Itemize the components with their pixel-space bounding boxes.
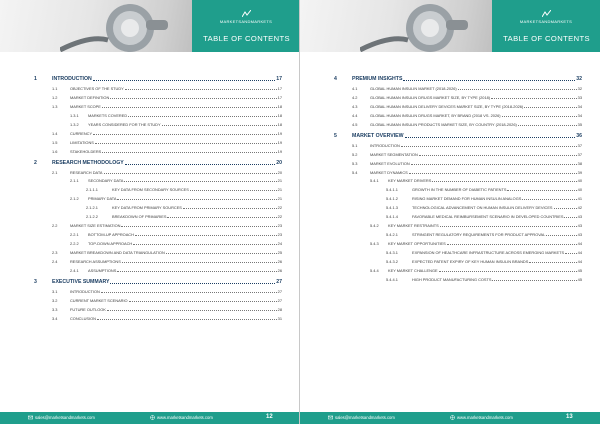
toc-entry-page: 44 [577,241,582,247]
toc-leader-dots [102,152,276,153]
toc-leader-dots [162,125,277,126]
brand-logo [208,10,284,24]
toc-leader-dots [121,226,276,227]
toc-entry[interactable] [352,158,582,166]
globe-icon [450,415,455,420]
toc-entry-title: MARKET EVOLUTION [370,160,410,166]
brand-logo [508,10,584,24]
toc-entry-title: ASSUMPTIONS [88,267,117,273]
toc-leader-dots [419,155,577,156]
toc-entry-number: 1.3 [52,103,58,109]
toc-entry[interactable] [52,137,282,145]
toc-entry[interactable] [386,184,582,192]
toc-leader-dots [122,262,277,263]
toc-entry-page: 18 [277,112,282,118]
toc-entry-number: 2.1.1.1 [86,187,98,193]
toc-entry-page: 24 [277,241,282,247]
toc-entry-page: 25 [277,250,282,256]
toc-entry-title: MARKETS COVERED [88,112,128,118]
logo-text: MARKETSANDMARKETS [519,19,573,24]
footer-email[interactable]: sales@marketsandmarkets.com [335,415,395,420]
toc-entry-page: 34 [577,112,582,118]
toc-entry-title: PRIMARY DATA [88,196,117,202]
toc-leader-dots [104,173,277,174]
toc-entry-page: 44 [577,259,582,264]
stethoscope-image [60,0,170,52]
toc-entry-number: 2.1.2 [70,196,79,202]
toc-entry-number: 5.1 [352,142,358,148]
toc-leader-dots [97,319,277,320]
toc-entry[interactable] [52,313,282,321]
toc-entry-title: YEARS CONSIDERED FOR THE STUDY [88,121,161,127]
toc-leader-dots [405,137,576,138]
toc-entry-page: 38 [577,160,582,166]
toc-entry[interactable] [52,101,282,109]
page-title: TABLE OF CONTENTS [203,34,290,43]
toc-entry[interactable] [352,83,582,91]
toc-entry-page: 21 [277,187,282,193]
toc-leader-dots [522,199,576,200]
toc-entry-title: MARKET DEFINITION [70,94,110,100]
toc-entry[interactable] [52,220,282,228]
toc-entry-number: 2.2.1 [70,232,79,238]
toc-entry-title: LIMITATIONS [70,139,94,145]
page-footer [0,412,300,424]
toc-entry[interactable] [52,286,282,294]
toc-entry-page: 18 [277,103,282,109]
toc-entry-title: KEY DATA FROM SECONDARY SOURCES [112,187,189,193]
toc-entry-page: 32 [577,85,582,91]
toc-leader-dots [124,181,276,182]
toc-entry[interactable] [52,83,282,91]
toc-leader-dots [117,199,276,200]
toc-entry[interactable] [386,274,582,282]
toc-leader-dots [166,253,277,254]
toc-entry[interactable] [52,295,282,303]
toc-leader-dots [125,89,277,90]
toc-entry[interactable] [352,149,582,157]
toc-entry-number: 2.1.1 [70,178,79,184]
toc-leader-dots [128,116,277,117]
toc-entry[interactable] [370,238,582,246]
toc-entry[interactable] [70,119,282,127]
toc-entry-page: 23 [277,223,282,229]
toc-entry-title: FUTURE OUTLOOK [70,306,106,312]
toc-leader-dots [401,146,577,147]
toc-entry[interactable] [52,304,282,312]
toc-entry-page: 31 [277,315,282,321]
toc-entry[interactable] [70,265,282,273]
toc-leader-dots [409,173,577,174]
toc-leader-dots [564,217,576,218]
logo-text: MARKETSANDMARKETS [219,19,273,24]
toc-entry-page: 20 [277,169,282,175]
toc-entry-number: 5.4.3.2 [386,259,398,264]
toc-entry-page: 27 [277,288,282,294]
toc-entry-page: 21 [277,178,282,184]
toc-entry-title: CURRENT MARKET SCENARIO [70,297,128,303]
toc-entry-number: 1 [34,76,37,82]
toc-entry-number: 5.4.1 [370,178,379,184]
toc-entry-title: BOTTOM-UP APPROACH [88,232,134,238]
header-banner [0,0,300,52]
toc-entry-page: 18 [277,121,282,127]
toc-entry-number: 2.2 [52,223,58,229]
toc-entry-page: 42 [577,205,582,211]
header-accent-band [492,0,600,52]
toc-entry-title: KEY MARKET RESTRAINTS [388,223,439,229]
toc-entry-title: GLOBAL HUMAN INSULIN DELIVERY DEVICES MARKET SIZE, BY TYPE (2018-2026) [370,103,524,109]
toc-entry-page: 28 [277,306,282,312]
toc-entry[interactable] [370,175,582,183]
toc-entry-number: 1.5 [52,139,58,145]
header-accent-band [192,0,300,52]
toc-entry-page: 19 [277,148,282,154]
toc-leader-dots [133,244,276,245]
toc-entry-number: 5.4.3.1 [386,250,398,256]
toc-entry-page: 17 [277,85,282,91]
toc-leader-dots [93,80,275,81]
stethoscope-image [360,0,470,52]
toc-entry-page: 36 [576,132,582,139]
toc-entry-number: 1.3.1 [70,112,79,118]
toc-entry[interactable] [52,128,282,136]
toc-entry-page: 22 [277,205,282,211]
toc-entry-page: 43 [577,223,582,229]
toc-entry[interactable] [352,110,582,118]
toc-leader-dots [524,107,576,108]
toc-entry-page: 17 [276,76,282,82]
footer-website[interactable]: www.marketsandmarkets.com [157,415,213,420]
toc-entry-number: 2.1.2.1 [86,205,98,211]
toc-entry[interactable] [386,256,582,264]
toc-entry-number: 5.4.1.1 [386,187,398,193]
toc-entry-title: RISING MARKET DEMAND FOR HUMAN INSULIN ANALOGS [412,196,522,202]
toc-entry-number: 2.2.2 [70,241,79,247]
toc-leader-dots [107,310,277,311]
globe-icon [150,415,155,420]
toc-leader-dots [507,190,576,191]
toc-entry-title: EXECUTIVE SUMMARY [52,278,110,285]
toc-entry-number: 5.4.1.2 [386,196,398,202]
toc-entry[interactable] [352,92,582,100]
toc-entry-title: FAVORABLE MEDICAL REIMBURSEMENT SCENARIO IN DEVELOPED COUNTRIES [412,214,564,220]
toc-entry-page: 20 [276,159,282,166]
toc-leader-dots [492,280,576,281]
toc-entry-title: SECONDARY DATA [88,178,124,184]
toc-leader-dots [117,271,276,272]
toc-entry-number: 2.4 [52,259,58,264]
toc-entry-number: 5.2 [352,151,358,157]
toc-entry-title: GLOBAL HUMAN INSULIN MARKET (2018-2026) [370,85,457,91]
toc-entry-title: INTRODUCTION [52,76,92,82]
toc-entry[interactable] [370,265,582,273]
toc-chapter-entry[interactable] [34,277,282,285]
toc-entry[interactable] [352,167,582,175]
toc-entry-number: 5.4.2.1 [386,232,398,238]
toc-entry-title: KEY DATA FROM PRIMARY SOURCES [112,205,182,211]
toc-entry-title: CONCLUSION [70,315,96,321]
toc-entry-page: 27 [276,278,282,285]
toc-chapter-entry[interactable] [34,158,282,166]
toc-entry[interactable] [70,229,282,237]
page-footer [300,412,600,424]
toc-entry-number: 2.1.2.2 [86,214,98,220]
toc-entry-number: 2 [34,159,37,166]
toc-chapter-entry[interactable] [34,74,282,82]
toc-entry-page: 41 [577,196,582,202]
toc-entry-title: KEY MARKET OPPORTUNITIES [388,241,446,247]
toc-leader-dots [458,89,577,90]
toc-entry[interactable] [386,247,582,255]
toc-leader-dots [502,116,577,117]
email-icon [28,415,33,420]
toc-entry-title: GLOBAL HUMAN INSULIN DRUGS MARKET SIZE, BY TYPE (2018) [370,94,491,100]
toc-entry-number: 4.5 [352,121,358,127]
toc-leader-dots [439,271,577,272]
logo-mark-icon [542,10,551,17]
toc-entry-page: 27 [277,297,282,303]
logo-mark-icon [242,10,251,17]
toc-entry-title: CURRENCY [70,130,93,136]
toc-entry-number: 3 [34,278,37,285]
toc-entry-title: EXPANSION OF HEALTHCARE INFRASTRUCTURE ACROSS EMERGING MARKETS [412,250,565,256]
toc-entry-page: 26 [277,259,282,264]
toc-entry[interactable] [86,202,282,210]
toc-entry[interactable] [52,247,282,255]
toc-entry-number: 5.4.4.1 [386,276,398,282]
toc-entry-number: 1.3.2 [70,121,79,127]
toc-entry-number: 1.6 [52,148,58,154]
toc-entry-title: OBJECTIVES OF THE STUDY [70,85,124,91]
toc-entry-title: MARKET SEGMENTATION [370,151,418,157]
toc-entry-number: 5.4.4 [370,267,379,273]
page-number: 12 [266,414,273,420]
toc-leader-dots [529,262,576,263]
toc-leader-dots [102,107,277,108]
toc-leader-dots [190,190,277,191]
toc-entry-number: 2.3 [52,250,58,256]
toc-leader-dots [125,164,275,165]
toc-leader-dots [447,244,577,245]
toc-entry-number: 5.3 [352,160,358,166]
toc-entry-title: KEY MARKET CHALLENGE [388,267,438,273]
toc-entry-page: 37 [577,151,582,157]
toc-page-right [300,0,600,424]
header-banner [300,0,600,52]
toc-entry[interactable] [70,175,282,183]
toc-entry-title: KEY MARKET DRIVERS [388,178,432,184]
toc-entry-page: 19 [277,130,282,136]
toc-entry-page: 26 [277,267,282,273]
toc-entry-title: GROWTH IN THE NUMBER OF DIABETIC PATIENTS [412,187,507,193]
toc-entry-number: 3.1 [52,288,58,294]
toc-leader-dots [183,208,277,209]
page-number: 13 [566,414,573,420]
toc-entry[interactable] [386,211,582,219]
toc-entry-title: PREMIUM INSIGHTS [352,76,403,82]
toc-entry[interactable] [52,92,282,100]
toc-entry-title: TECHNOLOGICAL ADVANCEMENT ON HUMAN INSULIN DELIVERY DEVICES [412,205,553,211]
toc-entry-number: 5.4.2 [370,223,379,229]
toc-entry-title: RESEARCH METHODOLOGY [52,159,124,166]
toc-entry-title: MARKET BREAKDOWN AND DATA TRIANGULATION [70,250,165,256]
toc-leader-dots [546,235,576,236]
toc-leader-dots [565,253,577,254]
toc-entry-number: 3.3 [52,306,58,312]
toc-entry[interactable] [352,119,582,127]
toc-entry-page: 19 [277,139,282,145]
toc-entry-title: EXPECTED PATENT EXPIRY OF KEY HUMAN INSULIN BRANDS [412,259,529,264]
toc-entry[interactable] [52,167,282,175]
toc-entry-number: 5.4.1.4 [386,214,398,220]
toc-entry[interactable] [70,238,282,246]
toc-leader-dots [518,125,577,126]
toc-entry-page: 37 [577,142,582,148]
toc-entry[interactable] [352,140,582,148]
toc-entry-number: 4 [334,76,337,82]
toc-leader-dots [403,80,575,81]
toc-entry[interactable] [86,211,282,219]
toc-entry-page: 23 [277,232,282,238]
toc-leader-dots [167,217,276,218]
toc-entry-number: 5 [334,132,337,139]
toc-leader-dots [440,226,577,227]
toc-entry-number: 1.2 [52,94,58,100]
toc-entry-title: INTRODUCTION [370,142,400,148]
toc-entry[interactable] [386,202,582,210]
toc-entry-number: 5.4 [352,169,358,175]
toc-entry-page: 39 [577,169,582,175]
toc-leader-dots [110,98,276,99]
toc-entry[interactable] [370,220,582,228]
toc-entry-number: 4.2 [352,94,358,100]
toc-entry-number: 2.1 [52,169,58,175]
toc-entry-number: 5.4.3 [370,241,379,247]
toc-entry-page: 22 [277,214,282,220]
toc-leader-dots [110,283,275,284]
toc-entry-number: 4.4 [352,112,358,118]
toc-entry-page: 17 [277,94,282,100]
toc-entry-page: 45 [577,276,582,282]
toc-entry-title: RESEARCH ASSUMPTIONS [70,259,121,264]
toc-leader-dots [554,208,577,209]
page-title: TABLE OF CONTENTS [503,34,590,43]
toc-entry-page: 40 [577,187,582,193]
toc-leader-dots [101,292,277,293]
toc-entry-title: RESEARCH DATA [70,169,103,175]
toc-entry-title: TOP-DOWN APPROACH [88,241,133,247]
toc-entry-title: STRINGENT REGULATORY REQUIREMENTS FOR PRODUCT APPROVAL [412,232,546,238]
toc-entry-title: MARKET DYNAMICS [370,169,408,175]
toc-entry-number: 3.2 [52,297,58,303]
toc-entry-title: HIGH PRODUCT MANUFACTURING COSTS [412,276,492,282]
toc-entry-number: 3.4 [52,315,58,321]
toc-entry-number: 2.4.1 [70,267,79,273]
toc-entry-title: MARKET SIZE ESTIMATION [70,223,121,229]
toc-entry-number: 5.4.1.3 [386,205,398,211]
toc-entry-page: 34 [577,103,582,109]
toc-entry-title: INTRODUCTION [70,288,100,294]
toc-entry[interactable] [386,193,582,201]
toc-leader-dots [135,235,277,236]
email-icon [328,415,333,420]
toc-leader-dots [411,164,577,165]
toc-leader-dots [491,98,577,99]
toc-entry-page: 43 [577,214,582,220]
toc-entry-title: MARKET OVERVIEW [352,132,404,139]
toc-entry-title: BREAKDOWN OF PRIMARIES [112,214,167,220]
toc-chapter-entry[interactable] [334,74,582,82]
toc-entry-title: STAKEHOLDERS [70,148,102,154]
toc-entry-title: GLOBAL HUMAN INSULIN DRUGS MARKET, BY BRAND (2018 VS. 2026) [370,112,501,118]
footer-website[interactable]: www.marketsandmarkets.com [457,415,513,420]
toc-entry[interactable] [86,184,282,192]
toc-entry[interactable] [70,110,282,118]
toc-entry[interactable] [386,229,582,237]
toc-leader-dots [93,134,277,135]
toc-entry-number: 1.1 [52,85,58,91]
toc-entry[interactable] [352,101,582,109]
footer-email[interactable]: sales@marketsandmarkets.com [35,415,95,420]
toc-entry-page: 21 [277,196,282,202]
toc-leader-dots [95,143,277,144]
toc-entry-page: 32 [576,76,582,82]
toc-entry-number: 4.1 [352,85,358,91]
toc-chapter-entry[interactable] [334,131,582,139]
toc-entry-number: 1.4 [52,130,58,136]
toc-entry-page: 35 [577,121,582,127]
toc-entry[interactable] [52,256,282,264]
toc-leader-dots [432,181,576,182]
toc-entry-page: 45 [577,267,582,273]
toc-entry-title: MARKET SCOPE [70,103,101,109]
toc-entry[interactable] [70,193,282,201]
toc-entry[interactable] [52,146,282,154]
toc-entry-page: 44 [577,250,582,256]
toc-entry-page: 40 [577,178,582,184]
toc-entry-page: 43 [577,232,582,238]
toc-entry-number: 4.3 [352,103,358,109]
toc-entry-title: GLOBAL HUMAN INSULIN PRODUCTS MARKET SIZE, BY COUNTRY (2018-2026) [370,121,517,127]
toc-leader-dots [129,301,277,302]
toc-entry-page: 33 [577,94,582,100]
